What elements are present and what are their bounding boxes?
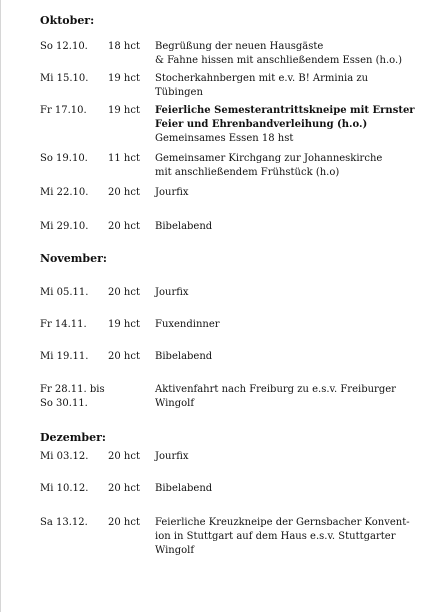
event-description-line: Wingolf [155,545,195,556]
event-description-line: Feier und Ehrenbandverleihung (h.o.) [155,119,368,130]
event-description-line: Aktivenfahrt nach Freiburg zu e.s.v. Freiburger [155,384,396,395]
event-date: So 12.10. [40,41,88,52]
event-description [155,72,401,100]
event-date: Mi 03.12. [40,451,89,462]
event-time: 20 hct [108,483,140,494]
event-date: Mi 05.11. [40,287,89,298]
event-time: 11 hct [108,153,140,164]
event-description-line: Begrüßung der neuen Hausgäste [155,41,324,52]
event-description-line: Gemeinsamer Kirchgang zur Johanneskirche [155,153,383,164]
event-description-line: Jourfix [155,187,189,198]
event-time: 20 hct [108,187,140,198]
event-description [155,152,401,180]
month-heading-november: November: [40,252,107,265]
event-description [155,220,401,234]
event-description-line: Fuxendinner [155,319,220,330]
event-date: Fr 28.11. bis So 30.11. [40,384,105,409]
month-heading-oktober: Oktober: [40,14,95,27]
event-time: 19 hct [108,73,140,84]
event-date: Mi 29.10. [40,221,89,232]
event-time: 19 hct [108,105,140,116]
event-description [155,482,401,496]
event-time: 20 hct [108,287,140,298]
event-description-line: Tübingen [155,87,203,98]
event-date: Sa 13.12. [40,517,88,528]
event-description [155,516,410,558]
event-date: Mi 19.11. [40,351,89,362]
event-date: Mi 15.10. [40,73,89,84]
month-heading-dezember: Dezember: [40,431,106,444]
event-description-line: mit anschließendem Frühstück (h.o) [155,167,340,178]
event-description [155,350,401,364]
event-description [155,318,401,332]
event-time: 20 hct [108,221,140,232]
event-description-line: Feierliche Kreuzkneipe der Gernsbacher Konvent- [155,517,410,528]
event-date: So 19.10. [40,153,88,164]
event-description-line: Jourfix [155,451,189,462]
event-date: Fr 14.11. [40,319,87,330]
event-description [155,450,401,464]
event-description-line: Bibelabend [155,351,213,362]
event-time: 20 hct [108,351,140,362]
event-description [155,186,401,200]
event-date: Mi 10.12. [40,483,89,494]
event-description-line: ion in Stuttgart auf dem Haus e.s.v. Stuttgarter [155,531,396,542]
event-description-line: Stocherkahnbergen mit e.v. B! Arminia zu [155,73,369,84]
event-date: Fr 17.10. [40,105,87,116]
event-time: 19 hct [108,319,140,330]
event-description-line: Bibelabend [155,221,213,232]
event-description-line: Gemeinsames Essen 18 hst [155,133,294,144]
event-description-line: Bibelabend [155,483,213,494]
event-description [155,104,415,146]
event-description [155,286,401,300]
event-description [155,40,401,68]
event-date: Mi 22.10. [40,187,89,198]
event-time: 20 hct [108,451,140,462]
event-description-line: Wingolf [155,398,195,409]
event-time: 20 hct [108,517,140,528]
event-description-line: Jourfix [155,287,189,298]
event-description-line: Feierliche Semesterantrittskneipe mit Ernster [155,105,415,116]
event-description-line: & Fahne hissen mit anschließendem Essen (h.o.) [155,55,403,66]
event-time: 18 hct [108,41,140,52]
event-description [155,383,401,411]
